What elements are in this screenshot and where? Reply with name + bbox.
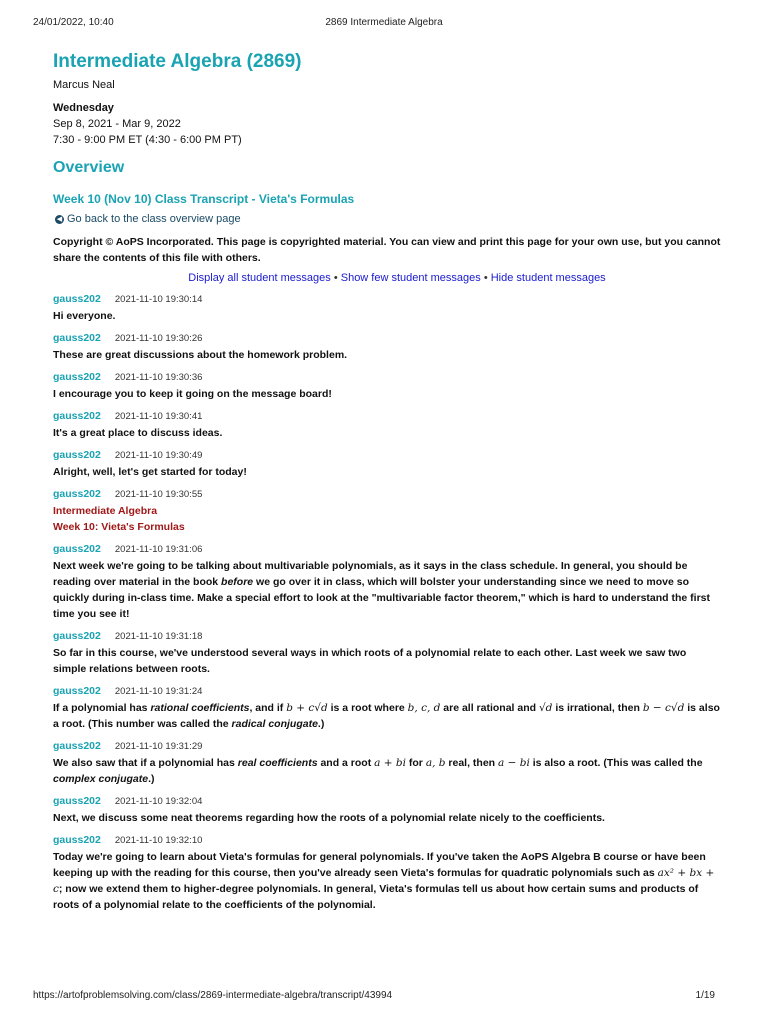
emphasis: radical conjugate [231,718,318,730]
message-text: I encourage you to keep it going on the message board! [53,388,332,400]
message-username[interactable]: gauss202 [53,740,101,752]
print-url: https://artofproblemsolving.com/class/2869-intermediate-algebra/transcript/43994 [33,990,393,1001]
math-expression: ax² + bx + c [53,867,715,895]
text-run: is irrational, then [552,702,643,714]
text-run: Today we're going to learn about Vieta's formulas for general polynomials. If you've taken the AoPS Algebra B course or have been keeping up with the reading for this course, then you've already seen Vieta's formulas for quadratic polynomials such as [53,851,706,879]
schedule-time: 7:30 - 9:00 PM ET (4:30 - 6:00 PM PT) [53,134,242,146]
class-heading-line: Week 10: Vieta's Formulas [53,521,185,533]
text-run: We also saw that if a polynomial has [53,757,238,769]
message [53,793,721,826]
text-run: Next week we're going to be talking about multivariable polynomials, as it says in the class schedule. In general, you should be reading over material in the book [53,560,688,588]
message-username[interactable]: gauss202 [53,488,101,500]
text-run: real, then [445,757,498,769]
message-username[interactable]: gauss202 [53,630,101,642]
message-text: Next, we discuss some neat theorems regarding how the roots of a polynomial relate nicely to the coefficients. [53,812,605,824]
display-all-messages-link[interactable]: Display all student messages [188,272,331,284]
print-page-number: 1/19 [695,990,715,1001]
text-run: for [405,757,426,769]
message [53,628,721,677]
math-expression: b − c√d [642,702,685,714]
message-text [53,700,721,732]
message-timestamp: 2021-11-10 19:31:24 [114,686,203,697]
message-timestamp: 2021-11-10 19:30:49 [114,450,203,461]
schedule-dates: Sep 8, 2021 - Mar 9, 2022 [53,118,181,130]
message-text [53,849,721,913]
message-username[interactable]: gauss202 [53,685,101,697]
emphasis: real coefficients [237,757,318,769]
message [53,447,721,480]
message-username[interactable]: gauss202 [53,543,101,555]
back-link-label: Go back to the class overview page [67,213,241,225]
message-username[interactable]: gauss202 [53,449,101,461]
message [53,330,721,363]
overview-heading: Overview [53,159,125,176]
course-title: Intermediate Algebra (2869) [53,51,302,72]
text-run: we go over it in class, which will bolster your understanding since we need to move so quickly during in-class time. Make a special effort to look at the "multivariable factor theorem," which is hard to understand the first time you see it! [53,576,711,620]
message [53,832,721,913]
message-timestamp: 2021-11-10 19:31:06 [114,544,203,555]
message [53,408,721,441]
math-expression: a, b [425,757,446,769]
print-page-title: 2869 Intermediate Algebra [325,17,443,28]
message [53,738,721,787]
schedule [53,100,721,148]
message-username[interactable]: gauss202 [53,834,101,846]
message-list [53,291,721,913]
message-timestamp: 2021-11-10 19:31:18 [114,631,203,642]
math-expression: b, c, d [407,702,441,714]
message-username[interactable]: gauss202 [53,332,101,344]
message-text: Hi everyone. [53,310,116,322]
math-expression: a + bi [374,757,406,769]
print-footer [33,990,735,1004]
print-header [33,17,735,31]
message-username[interactable]: gauss202 [53,293,101,305]
show-few-messages-link[interactable]: Show few student messages [340,272,481,284]
message [53,683,721,732]
math-expression: a − bi [498,757,530,769]
schedule-day: Wednesday [53,102,114,114]
message-text: It's a great place to discuss ideas. [53,427,223,439]
text-run: .) [148,773,155,785]
teacher-name: Marcus Neal [53,79,115,91]
math-expression: b + c√d [286,702,328,714]
text-run: are all rational and [440,702,539,714]
message-username[interactable]: gauss202 [53,410,101,422]
message-timestamp: 2021-11-10 19:30:55 [114,489,203,500]
message-text: These are great discussions about the homework problem. [53,349,348,361]
emphasis: rational coefficients [150,702,250,714]
message-timestamp: 2021-11-10 19:30:36 [114,372,203,383]
message [53,291,721,324]
message-text [53,755,721,787]
text-run: .) [317,718,325,730]
message-timestamp: 2021-11-10 19:30:26 [114,333,203,344]
message-timestamp: 2021-11-10 19:30:41 [114,411,203,422]
text-run: is also a root. (This number was called the [53,702,720,730]
separator: • [330,272,341,284]
transcript-content [53,50,721,913]
message-text [53,558,721,622]
message-text: So far in this course, we've understood several ways in which roots of a polynomial relate to each other. Last week we saw two simple relations between roots. [53,647,687,675]
message-username[interactable]: gauss202 [53,795,101,807]
print-datetime: 24/01/2022, 10:40 [33,17,114,28]
message [53,369,721,402]
text-run: is a root where [327,702,408,714]
message-timestamp: 2021-11-10 19:30:14 [114,294,203,305]
arrow-left-circle-icon: ◀ [56,215,63,223]
copyright-notice: Copyright © AoPS Incorporated. This page is copyrighted material. You can view and print this page for your own use, but you cannot share the contents of this file with others. [53,236,721,264]
message [53,541,721,622]
emphasis: complex conjugate [53,773,149,785]
week-title: Week 10 (Nov 10) Class Transcript - Vieta's Formulas [53,192,355,206]
text-run: , and if [249,702,287,714]
message-timestamp: 2021-11-10 19:32:04 [114,796,203,807]
text-run: ; now we extend them to higher-degree polynomials. In general, Vieta's formulas tell us about how certain sums and products of roots of a polynomial relate to the coefficients of the polynomial. [53,883,699,911]
text-run: and a root [317,757,375,769]
text-run: is also a root. (This was called the [529,757,703,769]
message-username[interactable]: gauss202 [53,371,101,383]
text-run: If a polynomial has [53,702,151,714]
message-timestamp: 2021-11-10 19:32:10 [114,835,203,846]
back-to-overview-link[interactable] [55,212,721,226]
separator: • [480,272,491,284]
class-heading-line: Intermediate Algebra [53,505,158,517]
message-display-options [53,271,721,285]
message-timestamp: 2021-11-10 19:31:29 [114,741,203,752]
hide-messages-link[interactable]: Hide student messages [490,272,606,284]
message [53,486,721,535]
math-expression: √d [538,702,553,714]
message-text: Alright, well, let's get started for today! [53,466,247,478]
emphasis: before [221,576,254,588]
